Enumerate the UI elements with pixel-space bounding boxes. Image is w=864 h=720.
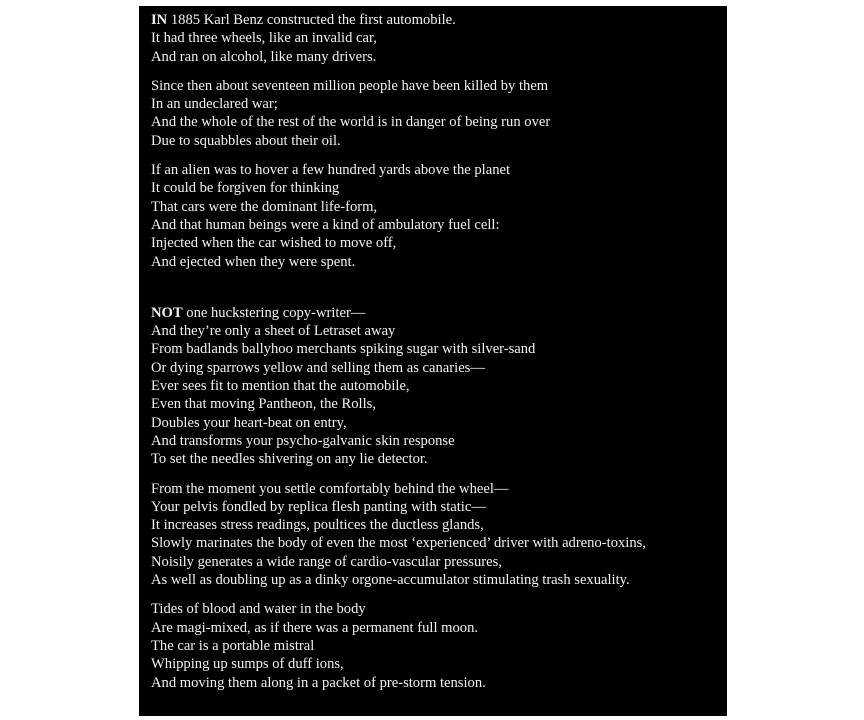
poem-line: And they’re only a sheet of Letraset away <box>151 323 396 340</box>
poem-line: And moving them along in a packet of pre-storm tension. <box>151 674 486 691</box>
poem-line <box>151 304 727 322</box>
poem-line: Or dying sparrows yellow and selling them as canaries— <box>151 359 485 376</box>
poem-line: Injected when the car wished to move off, <box>151 235 397 252</box>
poem-line: Doubles your heart-beat on entry, <box>151 414 347 431</box>
poem-line: The car is a portable mistral <box>151 637 315 654</box>
stanza-1 <box>151 11 727 66</box>
line-lead-word: NOT <box>151 304 183 321</box>
poem-line: Your pelvis fondled by replica flesh panting with static— <box>151 498 486 515</box>
stanza-2 <box>151 77 727 150</box>
poem-line: Since then about seventeen million people have been killed by them <box>151 77 549 94</box>
poem-line: Noisily generates a wide range of cardio-vascular pressures, <box>151 553 502 570</box>
poem-line: Are magi-mixed, as if there was a permanent full moon. <box>151 619 479 636</box>
poem-line: Slowly marinates the body of even the most ‘experienced’ driver with adreno-toxins, <box>151 535 646 552</box>
poem-line: And transforms your psycho-galvanic skin response <box>151 432 455 449</box>
poem-line: And that human beings were a kind of ambulatory fuel cell: <box>151 216 500 233</box>
poem-line: Even that moving Pantheon, the Rolls, <box>151 396 376 413</box>
poem-line: Tides of blood and water in the body <box>151 601 366 618</box>
line-text: one huckstering copy-writer— <box>182 304 366 321</box>
poem-line: From the moment you settle comfortably behind the wheel— <box>151 480 509 497</box>
poem-line: That cars were the dominant life-form, <box>151 198 378 215</box>
stanza-4 <box>151 304 727 469</box>
poem-line: And the whole of the rest of the world is in danger of being run over <box>151 114 551 131</box>
line-text: 1885 Karl Benz constructed the first automobile. <box>167 12 456 28</box>
poem-line: It could be forgiven for thinking <box>151 180 340 197</box>
poem-line: And ran on alcohol, like many drivers. <box>151 48 377 65</box>
poem-line: It had three wheels, like an invalid car, <box>151 30 377 47</box>
line-lead-word: IN <box>151 12 168 28</box>
poem-line: It increases stress readings, poultices the ductless glands, <box>151 517 484 534</box>
poem-line: From badlands ballyhoo merchants spiking sugar with silver-sand <box>151 341 536 358</box>
stanza-6 <box>151 600 727 691</box>
poem-line: If an alien was to hover a few hundred yards above the planet <box>151 162 511 179</box>
stanza-5 <box>151 480 727 590</box>
poem-line: In an undeclared war; <box>151 96 278 113</box>
poem-line: Whipping up sumps of duff ions, <box>151 656 344 673</box>
poem-line: As well as doubling up as a dinky orgone-accumulator stimulating trash sexuality. <box>151 572 630 589</box>
poem-line: And ejected when they were spent. <box>151 253 356 270</box>
poem-line: To set the needles shivering on any lie detector. <box>151 451 428 468</box>
poem-line: Due to squabbles about their oil. <box>151 132 341 149</box>
stanza-3 <box>151 161 727 271</box>
poem-line: Ever sees fit to mention that the automobile, <box>151 378 410 395</box>
poem-panel <box>139 6 727 716</box>
poem-line <box>151 11 727 29</box>
